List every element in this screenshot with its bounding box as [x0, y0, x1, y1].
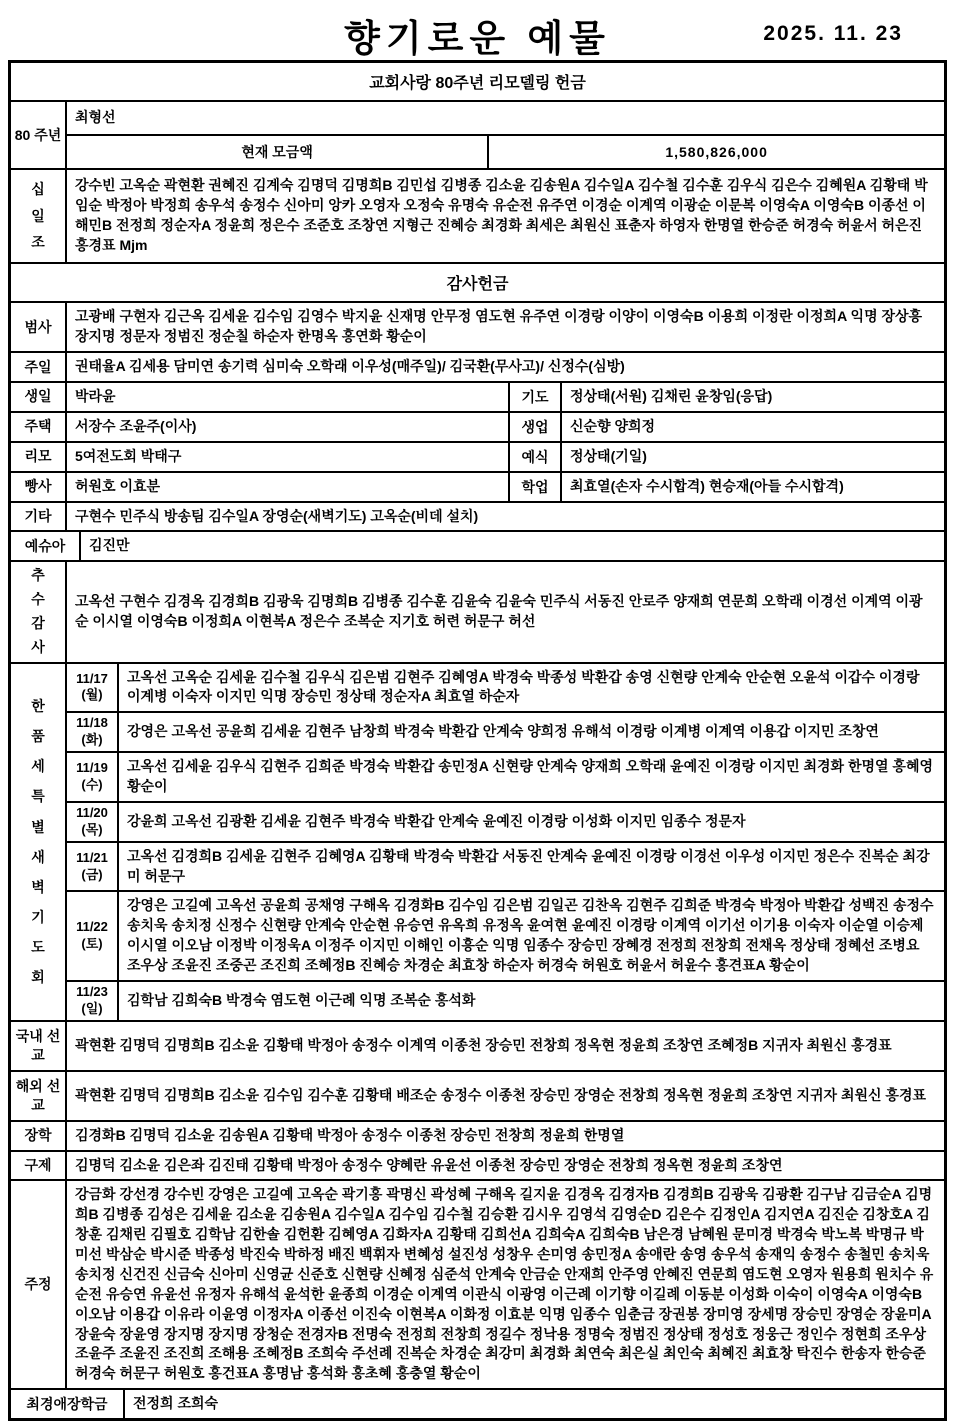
row-80th-pledger	[67, 102, 944, 134]
row-80th-anniversary	[11, 100, 944, 168]
choikyungae-scholarship-names: 전정희 조희숙	[133, 1395, 219, 1412]
dawn-day-row	[67, 980, 944, 1020]
row-current-fund	[67, 134, 944, 168]
harvest-names: 고옥선 구현수 김경옥 김경희B 김광욱 김명희B 김병종 김수훈 김윤숙 김윤숙 민주식 서동진 안로주 양재희 연문희 오학래 이경선 이계역 이광순 이시열 이영숙B 이정희A 이현복A 정은수 조복순 지기호 허련 허문구 허선	[75, 593, 923, 629]
label-80th-anniversary: 80 주년	[11, 102, 67, 168]
tithe-names: 강수빈 고옥순 곽현환 권혜진 김계숙 김명덕 김명희B 김민섭 김병종 김소윤 김송원A 김수일A 김수철 김수훈 김우식 김은수 김혜원A 김황태 박임순 박정아 박정희 송우석 송정수 신아미 앙카 오영자 오정숙 유명숙 유순전 유주연 이경순 이계역 이광순 이문복 이영숙A 이영숙B 이종선 이해민B 전정희 정순자A 정윤희 정은수 조준호 조창연 지형근 진혜승 최경화 최세은 최원신 표춘자 하영자 한명열 한승준 허경숙 허윤서 허은진 홍경표 Mjm	[75, 177, 928, 253]
row-bumsa	[11, 301, 944, 351]
dawn-names-1117: 고옥선 고옥순 김세윤 김수철 김우식 김은범 김현주 김혜영A 박경숙 박종성 박환갑 송영 신현량 안계숙 안순현 오윤석 이갑수 이경랑 이계병 이숙자 이지민 익명 장승민 정상태 정순자A 최효열 하순자	[127, 668, 920, 705]
document-date: 2025. 11. 23	[763, 22, 903, 45]
label-business: 생업	[510, 413, 562, 441]
row-housing-business	[11, 411, 944, 441]
dawn-date-1118: 11/18 (화)	[67, 713, 119, 751]
prayer-names: 정상태(서원) 김채린 윤창임(응답)	[570, 388, 773, 404]
label-relief: 구제	[11, 1152, 67, 1180]
row-choikyungae-scholarship	[11, 1388, 944, 1418]
row-scholarship	[11, 1120, 944, 1150]
birthday-names: 박라윤	[67, 383, 510, 411]
label-remodel: 리모	[11, 443, 67, 471]
dawn-day-row	[67, 664, 944, 712]
row-overseas-mission	[11, 1070, 944, 1120]
label-tithe: 십일조	[11, 170, 67, 262]
row-bbangsa-academic	[11, 471, 944, 501]
row-harvest-thanksgiving	[11, 560, 944, 661]
label-etc: 기타	[11, 503, 67, 531]
dawn-day-row	[67, 801, 944, 841]
label-housing: 주택	[11, 413, 67, 441]
jujeong-names: 강금화 강선경 강수빈 강영은 고길예 고옥순 곽기홍 곽명신 곽성혜 구해옥 길지윤 김경옥 김경자B 김경희B 김광욱 김광환 김구남 김금순A 김명희B 김병종 김성은 김세윤 김소윤 김송원A 김수일A 김수임 김수철 김승환 김시우 김영석 김영순D 김은수 김정인A 김지연A 김진순 김창호A 김창훈 김채린 김필호 김학남 김한솔 김헌환 김혜영A 김화자A 김황태 김희선A 김희숙A 김희숙B 남은경 남혜원 문미경 박경숙 박노복 박명규 박미선 박삼순 박시준 박종성 박진숙 박하정 배진 백휘자 변혜성 설진성 성창우 손미영 송민정A 송애란 송영 송우석 송재익 송정수 송철민 송치욱 송치정 신건진 신금숙 신아미 신영균 신준호 신현량 신혜정 심준석 안계숙 안금순 안재희 안주영 안혜진 연문희 염도현 오영자 원용희 원치수 유순전 유승연 유윤선 유정자 유해석 윤석한 윤종희 이경순 이계역 이관식 이광영 이근례 이기향 이길례 이동분 이성화 이숙이 이영숙A 이영숙B 이오남 이용갑 이유라 이윤영 이정자A 이종선 이진숙 이현복A 이화정 이효분 익명 임종수 임춘금 장권봉 장미영 장세명 장승민 장영순 장윤미A 장윤숙 장윤영 장지명 장지명 장청순 전경자B 전명숙 전정희 전창희 정길수 정낙용 정명숙 정범진 정상태 정성호 정웅근 정인수 정현희 조우상 조윤주 조윤진 조진희 조해용 조혜정B 조희숙 주선례 진복순 차경순 최강미 최경화 최연숙 최은실 최인숙 최혜진 최효창 탁진수 한송자 한승준 허경숙 허문구 허원호 홍건표A 홍명남 홍석화 홍초혜 홍충열 황순이	[75, 1186, 934, 1382]
academic-names: 최효열(손자 수시합격) 현승재(아들 수시합격)	[570, 477, 844, 494]
dawn-day-row	[67, 711, 944, 751]
remodel-names: 5여전도회 박태구	[67, 443, 510, 471]
label-bumsa: 범사	[11, 303, 67, 351]
bumsa-names: 고광배 구현자 김근옥 김세윤 김수임 김영수 박지윤 신재명 안무정 염도현 유주연 이경랑 이양이 이영숙B 이용희 이정란 이정희A 익명 장상흥 장지명 정문자 정범진 정순칠 하순자 한명옥 홍연화 황순이	[75, 308, 923, 344]
dawn-date-1121: 11/21 (금)	[67, 843, 119, 891]
scholarship-names: 김경화B 김명덕 김소윤 김송원A 김황태 박정아 송정수 이종천 장승민 전창희 정윤희 한명열	[75, 1126, 625, 1143]
document-header	[0, 0, 955, 60]
label-yeshua: 예슈아	[11, 532, 81, 560]
bbangsa-names: 허원호 이효분	[67, 473, 510, 501]
dawn-date-1123: 11/23 (일)	[67, 982, 119, 1020]
label-harvest: 추수감사	[11, 562, 67, 661]
dawn-names-1122: 강영은 고길예 고옥선 공윤희 공채영 구해옥 김경화B 김수임 김은범 김일곤 김찬옥 김현주 김희준 박경숙 박정아 박환갑 성백진 송정수 송치욱 송치정 신정수 신현량 안계숙 안순현 유승연 유옥희 유정옥 윤여현 윤예진 이경랑 이계역 이기선 이기용 이숙자 이순열 이승제 이시열 이오남 이정박 이정욱A 이정주 이지민 이해인 이흥순 익명 임종수 장승민 장혜경 전정희 전창희 전채옥 정상태 정혜선 조병요 조우상 조윤진 조중곤 조진희 조혜정B 진혜승 차경순 최효창 하순자 허경숙 허원호 허윤서 허윤수 홍견표A 황순이	[127, 897, 934, 973]
pledger-names: 최형선	[75, 109, 116, 126]
remodeling-header-text: 교회사랑 80주년 리모델링 헌금	[369, 75, 586, 92]
dawn-date-1119: 11/19 (수)	[67, 753, 119, 801]
label-choikyungae-scholarship: 최경애장학금	[11, 1390, 125, 1418]
current-fund-amount: 1,580,826,000	[665, 144, 768, 160]
row-jujeong	[11, 1179, 944, 1388]
overseas-mission-names: 곽현환 김명덕 김명희B 김소윤 김수임 김수훈 김황태 배조순 송정수 이종천 장승민 장영순 전창희 정옥현 정윤희 조창연 지귀자 최원신 홍경표	[75, 1086, 926, 1103]
business-names: 신순향 양희정	[570, 417, 656, 434]
label-overseas-mission: 해외 선교	[11, 1072, 67, 1120]
row-relief	[11, 1150, 944, 1180]
label-jujeong: 주정	[11, 1181, 67, 1388]
label-juil: 주일	[11, 353, 67, 381]
row-thanksgiving-header	[11, 262, 944, 301]
dawn-names-1121: 고옥선 김경희B 김세윤 김현주 김혜영A 김황태 박경숙 박환갑 서동진 안계숙 윤예진 이경랑 이경선 이우성 이지민 정은수 진복순 최강미 허문구	[127, 847, 930, 884]
label-birthday: 생일	[11, 383, 67, 411]
row-birthday-prayer	[11, 381, 944, 411]
label-bbangsa: 빵사	[11, 473, 67, 501]
domestic-mission-names: 곽현환 김명덕 김명희B 김소윤 김황태 박정아 송정수 이계역 이종천 장승민 전창희 정옥현 정윤희 조창연 조혜정B 지귀자 최원신 홍경표	[75, 1036, 892, 1053]
thanksgiving-header-text: 감사헌금	[446, 276, 509, 293]
dawn-date-1117: 11/17 (월)	[67, 664, 119, 712]
row-remodeling-header	[11, 63, 944, 100]
etc-names: 구현수 민주식 방송팀 김수일A 장영순(새벽기도) 고옥순(비데 설치)	[75, 507, 479, 524]
dawn-names-1123: 김학남 김희숙B 박경숙 염도현 이근례 익명 조복순 홍석화	[127, 991, 476, 1008]
label-prayer: 기도	[510, 383, 562, 411]
relief-names: 김명덕 김소윤 김은좌 김진태 김황태 박정아 송정수 양혜란 유윤선 이종천 장승민 장영순 전창희 정옥현 정윤희 조창연	[75, 1156, 783, 1173]
row-domestic-mission	[11, 1020, 944, 1070]
row-etc	[11, 501, 944, 531]
dawn-date-1122: 11/22 (토)	[67, 892, 119, 980]
dawn-day-row	[67, 751, 944, 801]
row-remodel-ceremony	[11, 441, 944, 471]
dawn-day-row	[67, 841, 944, 891]
ceremony-names: 정상태(기일)	[570, 447, 647, 464]
row-tithe	[11, 168, 944, 262]
row-yeshua	[11, 530, 944, 560]
dawn-names-1118: 강영은 고옥선 공윤희 김세윤 김현주 남창희 박경숙 박환갑 안계숙 양희정 유해석 이경랑 이계병 이계역 이용갑 이지민 조창연	[127, 723, 879, 740]
current-fund-label: 현재 모금액	[67, 136, 489, 168]
dawn-date-1120: 11/20 (목)	[67, 803, 119, 841]
dawn-names-1119: 고옥선 김세윤 김우식 김현주 김희준 박경숙 박환갑 송민정A 신현량 안계숙 양재희 오학래 윤예진 이경랑 이지민 최경화 한명열 홍혜영 황순이	[127, 758, 934, 794]
label-dawn-prayer: 한품세특별새벽기도회	[11, 664, 67, 1020]
label-scholarship: 장학	[11, 1122, 67, 1150]
offering-table	[8, 60, 947, 1421]
label-ceremony: 예식	[510, 443, 562, 471]
row-juil	[11, 351, 944, 381]
dawn-names-1120: 강윤희 고옥선 김광환 김세윤 김현주 박경숙 박환갑 안계숙 윤예진 이경랑 이성화 이지민 임종수 정문자	[127, 812, 746, 829]
housing-names: 서장수 조윤주(이사)	[67, 413, 510, 441]
yeshua-names: 김진만	[89, 537, 130, 554]
dawn-day-row	[67, 890, 944, 980]
page-title: 향기로운 예물	[344, 18, 611, 59]
label-academic: 학업	[510, 473, 562, 501]
row-dawn-prayer	[11, 662, 944, 1020]
juil-names: 권태율A 김세용 담미연 송기력 심미숙 오학래 이우성(매주일)/ 김국환(무사고)/ 신정수(심방)	[75, 358, 625, 375]
label-domestic-mission: 국내 선교	[11, 1022, 67, 1070]
